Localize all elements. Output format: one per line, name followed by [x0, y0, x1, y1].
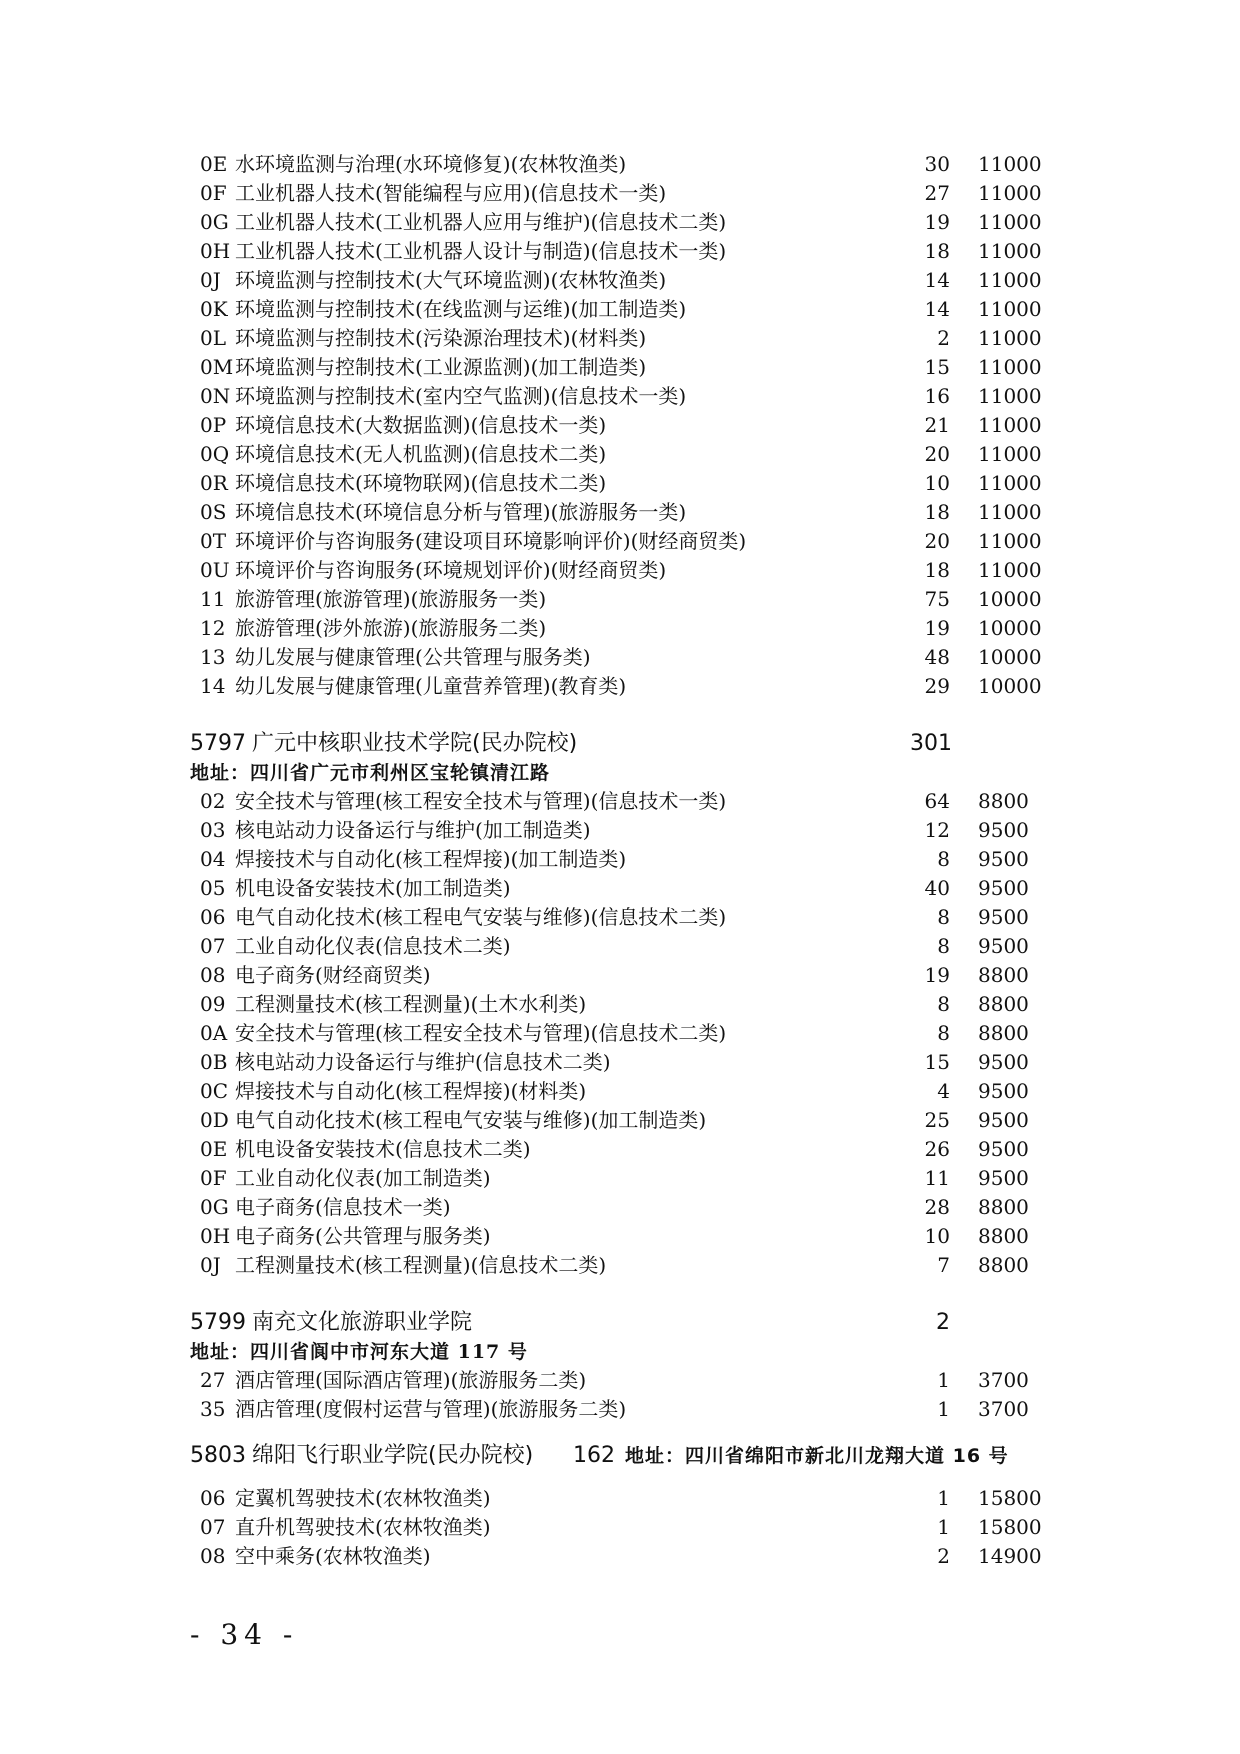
program-name: 机电设备安装技术(信息技术二类) — [235, 1137, 531, 1161]
program-fee: 9500 — [978, 847, 1029, 871]
program-row — [0, 295, 1240, 324]
program-fee: 10000 — [978, 587, 1042, 611]
program-fee: 11000 — [978, 558, 1042, 582]
program-row — [0, 643, 1240, 672]
program-name: 机电设备安装技术(加工制造类) — [235, 876, 511, 900]
program-fee: 11000 — [978, 355, 1042, 379]
program-code: 13 — [200, 645, 226, 669]
program-fee: 3700 — [978, 1368, 1029, 1392]
school-heading — [190, 1307, 1190, 1339]
program-quota: 8 — [937, 934, 950, 958]
program-quota: 16 — [924, 384, 950, 408]
program-name: 环境监测与控制技术(室内空气监测)(信息技术一类) — [235, 384, 687, 408]
program-code: 03 — [200, 818, 226, 842]
program-name: 工业自动化仪表(加工制造类) — [235, 1166, 491, 1190]
program-quota: 19 — [924, 210, 950, 234]
program-quota: 20 — [924, 442, 950, 466]
program-name: 环境监测与控制技术(在线监测与运维)(加工制造类) — [235, 297, 687, 321]
school-code: 5797 — [190, 731, 246, 756]
program-code: 35 — [200, 1397, 226, 1421]
program-row — [0, 353, 1240, 382]
program-row — [0, 1019, 1240, 1048]
program-fee: 11000 — [978, 471, 1042, 495]
program-code: 0S — [200, 500, 227, 524]
program-quota: 8 — [937, 1021, 950, 1045]
program-name: 幼儿发展与健康管理(公共管理与服务类) — [235, 645, 591, 669]
program-row — [0, 1395, 1240, 1424]
program-quota: 1 — [937, 1397, 950, 1421]
program-row — [0, 585, 1240, 614]
program-name: 定翼机驾驶技术(农林牧渔类) — [235, 1486, 491, 1510]
program-fee: 8800 — [978, 1195, 1029, 1219]
program-row — [0, 672, 1240, 701]
program-name: 环境信息技术(环境物联网)(信息技术二类) — [235, 471, 607, 495]
program-name: 环境监测与控制技术(大气环境监测)(农林牧渔类) — [235, 268, 667, 292]
school-name: 绵阳飞行职业学院(民办院校) — [252, 1443, 534, 1468]
program-row — [0, 382, 1240, 411]
program-fee: 8800 — [978, 963, 1029, 987]
program-row — [0, 498, 1240, 527]
program-fee: 11000 — [978, 268, 1042, 292]
program-row — [0, 1222, 1240, 1251]
program-quota: 7 — [937, 1253, 950, 1277]
program-code: 0L — [200, 326, 227, 350]
program-quota: 8 — [937, 992, 950, 1016]
program-code: 08 — [200, 963, 226, 987]
school-heading — [190, 728, 1190, 760]
program-code: 0J — [200, 268, 221, 292]
school-heading — [190, 1440, 1190, 1472]
program-row — [0, 411, 1240, 440]
program-code: 04 — [200, 847, 226, 871]
program-fee: 9500 — [978, 934, 1029, 958]
program-code: 0E — [200, 152, 228, 176]
program-code: 0F — [200, 1166, 227, 1190]
program-row — [0, 237, 1240, 266]
program-name: 环境评价与咨询服务(环境规划评价)(财经商贸类) — [235, 558, 667, 582]
program-fee: 8800 — [978, 1253, 1029, 1277]
program-name: 工业自动化仪表(信息技术二类) — [235, 934, 511, 958]
school-code: 5803 — [190, 1443, 246, 1468]
program-name: 环境信息技术(无人机监测)(信息技术二类) — [235, 442, 607, 466]
program-quota: 29 — [924, 674, 950, 698]
program-name: 水环境监测与治理(水环境修复)(农林牧渔类) — [235, 152, 627, 176]
program-quota: 14 — [924, 297, 950, 321]
program-code: 0G — [200, 210, 229, 234]
program-row — [0, 874, 1240, 903]
program-fee: 11000 — [978, 210, 1042, 234]
program-row — [0, 932, 1240, 961]
program-quota: 1 — [937, 1486, 950, 1510]
program-quota: 28 — [924, 1195, 950, 1219]
program-name: 核电站动力设备运行与维护(信息技术二类) — [235, 1050, 611, 1074]
program-code: 0C — [200, 1079, 229, 1103]
program-quota: 19 — [924, 963, 950, 987]
page-number: - 34 - — [190, 1618, 299, 1651]
program-code: 09 — [200, 992, 226, 1016]
program-name: 环境监测与控制技术(工业源监测)(加工制造类) — [235, 355, 647, 379]
program-fee: 10000 — [978, 674, 1042, 698]
program-row — [0, 845, 1240, 874]
program-code: 07 — [200, 1515, 226, 1539]
school-name: 广元中核职业技术学院(民办院校) — [252, 731, 578, 756]
program-fee: 11000 — [978, 239, 1042, 263]
program-name: 环境评价与咨询服务(建设项目环境影响评价)(财经商贸类) — [235, 529, 747, 553]
program-quota: 4 — [937, 1079, 950, 1103]
program-name: 空中乘务(农林牧渔类) — [235, 1544, 431, 1568]
program-code: 0G — [200, 1195, 229, 1219]
program-row — [0, 961, 1240, 990]
program-code: 27 — [200, 1368, 226, 1392]
program-fee: 10000 — [978, 645, 1042, 669]
program-code: 0M — [200, 355, 234, 379]
program-row — [0, 1135, 1240, 1164]
program-name: 焊接技术与自动化(核工程焊接)(材料类) — [235, 1079, 587, 1103]
program-name: 酒店管理(度假村运营与管理)(旅游服务二类) — [235, 1397, 627, 1421]
program-quota: 19 — [924, 616, 950, 640]
program-name: 焊接技术与自动化(核工程焊接)(加工制造类) — [235, 847, 627, 871]
program-code: 0A — [200, 1021, 228, 1045]
program-row — [0, 150, 1240, 179]
program-code: 0Q — [200, 442, 230, 466]
program-name: 幼儿发展与健康管理(儿童营养管理)(教育类) — [235, 674, 627, 698]
program-row — [0, 816, 1240, 845]
program-quota: 27 — [924, 181, 950, 205]
program-row — [0, 324, 1240, 353]
program-fee: 11000 — [978, 326, 1042, 350]
program-name: 电子商务(信息技术一类) — [235, 1195, 451, 1219]
program-row — [0, 1077, 1240, 1106]
program-name: 核电站动力设备运行与维护(加工制造类) — [235, 818, 591, 842]
program-name: 电子商务(财经商贸类) — [235, 963, 431, 987]
program-code: 0K — [200, 297, 228, 321]
program-quota: 30 — [924, 152, 950, 176]
program-code: 0H — [200, 239, 231, 263]
program-quota: 2 — [937, 326, 950, 350]
program-quota: 11 — [924, 1166, 950, 1190]
program-quota: 8 — [937, 847, 950, 871]
program-row — [0, 903, 1240, 932]
program-row — [0, 1048, 1240, 1077]
program-fee: 11000 — [978, 384, 1042, 408]
program-code: 08 — [200, 1544, 226, 1568]
program-name: 工业机器人技术(工业机器人应用与维护)(信息技术二类) — [235, 210, 727, 234]
program-row — [0, 1542, 1240, 1571]
program-quota: 21 — [924, 413, 950, 437]
program-fee: 11000 — [978, 529, 1042, 553]
program-name: 安全技术与管理(核工程安全技术与管理)(信息技术二类) — [235, 1021, 727, 1045]
program-quota: 1 — [937, 1515, 950, 1539]
program-code: 0B — [200, 1050, 228, 1074]
program-quota: 48 — [924, 645, 950, 669]
program-name: 环境信息技术(大数据监测)(信息技术一类) — [235, 413, 607, 437]
program-name: 工业机器人技术(智能编程与应用)(信息技术一类) — [235, 181, 667, 205]
program-code: 02 — [200, 789, 226, 813]
program-quota: 12 — [924, 818, 950, 842]
program-fee: 9500 — [978, 1050, 1029, 1074]
program-quota: 18 — [924, 239, 950, 263]
school-total: 162 — [573, 1443, 615, 1468]
program-name: 电气自动化技术(核工程电气安装与维修)(加工制造类) — [235, 1108, 707, 1132]
program-code: 06 — [200, 1486, 226, 1510]
program-quota: 64 — [924, 789, 950, 813]
program-quota: 75 — [924, 587, 950, 611]
program-fee: 9500 — [978, 1137, 1029, 1161]
program-row — [0, 556, 1240, 585]
program-fee: 9500 — [978, 1166, 1029, 1190]
program-name: 工程测量技术(核工程测量)(土木水利类) — [235, 992, 587, 1016]
program-code: 06 — [200, 905, 226, 929]
school-total: 2 — [936, 1310, 950, 1335]
program-code: 0J — [200, 1253, 221, 1277]
program-code: 0E — [200, 1137, 228, 1161]
program-code: 12 — [200, 616, 226, 640]
program-row — [0, 1251, 1240, 1280]
program-row — [0, 1484, 1240, 1513]
program-row — [0, 614, 1240, 643]
program-quota: 15 — [924, 355, 950, 379]
program-fee: 11000 — [978, 152, 1042, 176]
program-code: 11 — [200, 587, 226, 611]
program-code: 0D — [200, 1108, 229, 1132]
program-quota: 26 — [924, 1137, 950, 1161]
program-name: 工业机器人技术(工业机器人设计与制造)(信息技术一类) — [235, 239, 727, 263]
program-row — [0, 1106, 1240, 1135]
program-code: 05 — [200, 876, 226, 900]
program-name: 电子商务(公共管理与服务类) — [235, 1224, 491, 1248]
program-row — [0, 1366, 1240, 1395]
program-fee: 15800 — [978, 1515, 1042, 1539]
program-fee: 8800 — [978, 992, 1029, 1016]
program-quota: 15 — [924, 1050, 950, 1074]
program-fee: 11000 — [978, 297, 1042, 321]
program-fee: 3700 — [978, 1397, 1029, 1421]
program-quota: 18 — [924, 500, 950, 524]
program-name: 酒店管理(国际酒店管理)(旅游服务二类) — [235, 1368, 587, 1392]
program-fee: 9500 — [978, 818, 1029, 842]
program-fee: 8800 — [978, 789, 1029, 813]
program-fee: 11000 — [978, 413, 1042, 437]
program-fee: 10000 — [978, 616, 1042, 640]
program-row — [0, 469, 1240, 498]
program-name: 环境信息技术(环境信息分析与管理)(旅游服务一类) — [235, 500, 687, 524]
program-row — [0, 266, 1240, 295]
school-total: 301 — [910, 731, 952, 756]
program-name: 直升机驾驶技术(农林牧渔类) — [235, 1515, 491, 1539]
program-quota: 14 — [924, 268, 950, 292]
program-row — [0, 179, 1240, 208]
program-code: 0T — [200, 529, 227, 553]
program-row — [0, 527, 1240, 556]
program-code: 0H — [200, 1224, 231, 1248]
program-fee: 9500 — [978, 905, 1029, 929]
program-row — [0, 990, 1240, 1019]
school-name: 南充文化旅游职业学院 — [252, 1310, 473, 1335]
program-name: 环境监测与控制技术(污染源治理技术)(材料类) — [235, 326, 647, 350]
program-name: 安全技术与管理(核工程安全技术与管理)(信息技术一类) — [235, 789, 727, 813]
program-fee: 11000 — [978, 181, 1042, 205]
program-row — [0, 208, 1240, 237]
program-quota: 40 — [924, 876, 950, 900]
school-code: 5799 — [190, 1310, 246, 1335]
program-quota: 2 — [937, 1544, 950, 1568]
program-code: 0U — [200, 558, 230, 582]
program-fee: 8800 — [978, 1224, 1029, 1248]
program-fee: 9500 — [978, 1108, 1029, 1132]
program-quota: 10 — [924, 1224, 950, 1248]
program-quota: 8 — [937, 905, 950, 929]
program-code: 07 — [200, 934, 226, 958]
program-code: 0N — [200, 384, 231, 408]
program-fee: 8800 — [978, 1021, 1029, 1045]
program-quota: 20 — [924, 529, 950, 553]
program-fee: 9500 — [978, 876, 1029, 900]
program-quota: 1 — [937, 1368, 950, 1392]
program-fee: 9500 — [978, 1079, 1029, 1103]
program-row — [0, 1193, 1240, 1222]
program-name: 旅游管理(旅游管理)(旅游服务一类) — [235, 587, 547, 611]
program-quota: 18 — [924, 558, 950, 582]
program-fee: 14900 — [978, 1544, 1042, 1568]
program-row — [0, 1164, 1240, 1193]
program-quota: 10 — [924, 471, 950, 495]
program-fee: 11000 — [978, 500, 1042, 524]
program-code: 0F — [200, 181, 227, 205]
program-code: 14 — [200, 674, 226, 698]
program-name: 电气自动化技术(核工程电气安装与维修)(信息技术二类) — [235, 905, 727, 929]
school-address: 地址：四川省绵阳市新北川龙翔大道 16 号 — [625, 1445, 1009, 1467]
school-address: 地址：四川省阆中市河东大道 117 号 — [190, 1341, 528, 1363]
program-row — [0, 1513, 1240, 1542]
program-name: 旅游管理(涉外旅游)(旅游服务二类) — [235, 616, 547, 640]
program-quota: 25 — [924, 1108, 950, 1132]
program-fee: 11000 — [978, 442, 1042, 466]
program-name: 工程测量技术(核工程测量)(信息技术二类) — [235, 1253, 607, 1277]
program-code: 0P — [200, 413, 227, 437]
school-address: 地址：四川省广元市利州区宝轮镇清江路 — [190, 762, 551, 784]
program-row — [0, 787, 1240, 816]
program-fee: 15800 — [978, 1486, 1042, 1510]
program-row — [0, 440, 1240, 469]
program-code: 0R — [200, 471, 228, 495]
